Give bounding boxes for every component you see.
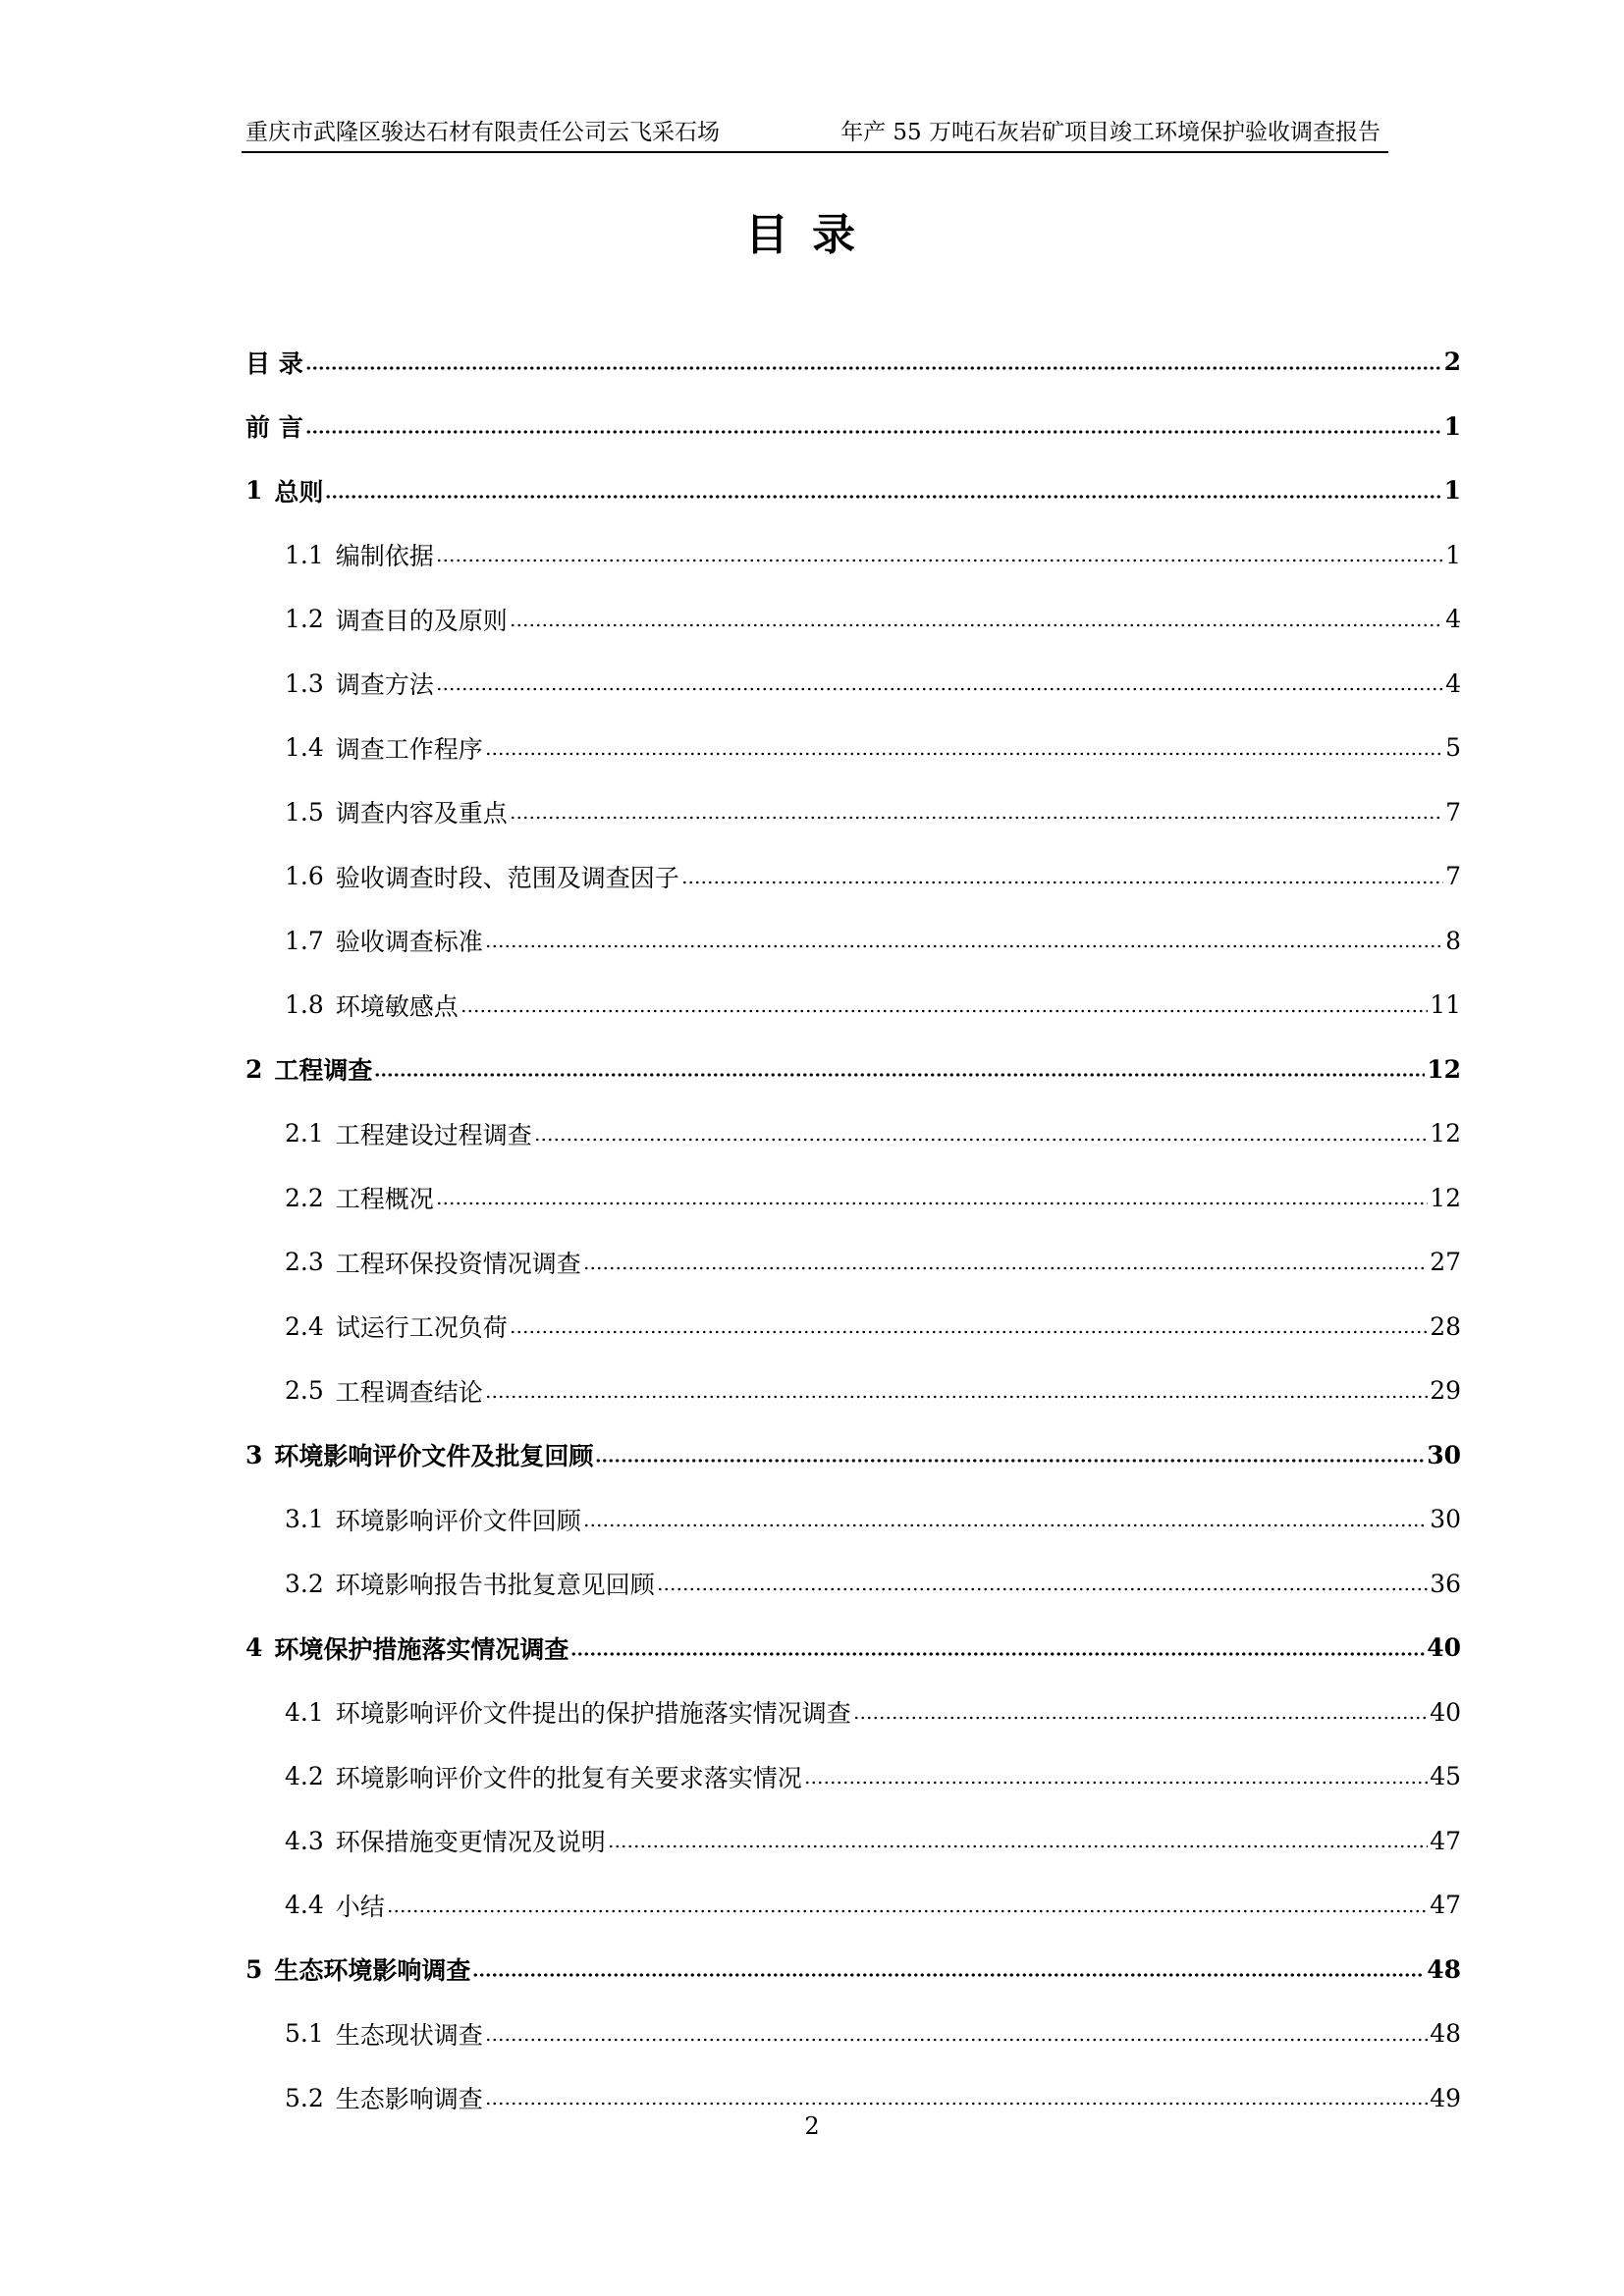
toc-entry[interactable] bbox=[245, 1359, 1461, 1423]
toc-entry[interactable] bbox=[245, 330, 1461, 395]
toc-entry-number: 1.2 bbox=[285, 605, 324, 634]
toc-dot-leader bbox=[460, 1009, 1428, 1013]
toc-entry-number: 4.1 bbox=[285, 1697, 324, 1727]
toc-entry[interactable] bbox=[245, 395, 1461, 459]
toc-dot-leader bbox=[485, 944, 1443, 948]
toc-entry[interactable] bbox=[245, 2002, 1461, 2066]
toc-entry-page: 48 bbox=[1430, 2019, 1461, 2049]
toc-dot-leader bbox=[436, 687, 1443, 691]
toc-entry-page: 47 bbox=[1430, 1826, 1461, 1855]
page-title: 目录 bbox=[745, 210, 879, 260]
toc-entry-number: 5.1 bbox=[285, 2019, 324, 2049]
toc-entry-title: 生态环境影响调查 bbox=[274, 1956, 471, 1986]
toc-entry-page: 12 bbox=[1430, 1183, 1461, 1212]
toc-entry-title: 生态影响调查 bbox=[335, 2085, 483, 2114]
toc-entry-title: 调查目的及原则 bbox=[335, 606, 508, 635]
running-header bbox=[242, 110, 1388, 153]
toc-entry-title: 调查内容及重点 bbox=[335, 799, 508, 828]
toc-dot-leader bbox=[472, 1973, 1425, 1977]
toc-entry-page: 8 bbox=[1445, 926, 1461, 955]
toc-entry-page: 7 bbox=[1445, 862, 1461, 891]
toc-entry-number: 4 bbox=[245, 1633, 263, 1663]
toc-entry-page: 12 bbox=[1430, 1119, 1461, 1148]
toc-entry-number: 2.3 bbox=[285, 1248, 324, 1277]
toc-entry-title: 目 录 bbox=[245, 348, 303, 378]
toc-entry-number: 3.2 bbox=[285, 1569, 324, 1598]
toc-dot-leader bbox=[325, 495, 1441, 499]
toc-entry-title: 验收调查标准 bbox=[335, 928, 483, 957]
toc-entry-title: 环境影响评价文件及批复回顾 bbox=[274, 1442, 594, 1471]
toc-entry-title: 试运行工况负荷 bbox=[335, 1313, 508, 1343]
toc-entry[interactable] bbox=[245, 652, 1461, 717]
toc-entry-number: 5 bbox=[245, 1954, 263, 1984]
toc-entry[interactable] bbox=[245, 1744, 1461, 1809]
toc-dot-leader bbox=[853, 1716, 1428, 1720]
toc-entry-number: 4.3 bbox=[285, 1826, 324, 1855]
toc-entry-title: 工程调查 bbox=[274, 1056, 373, 1086]
toc-entry-page: 47 bbox=[1430, 1891, 1461, 1920]
toc-entry-title: 生态现状调查 bbox=[335, 2020, 483, 2050]
toc-entry-title: 验收调查时段、范围及调查因子 bbox=[335, 863, 679, 892]
toc-entry-page: 30 bbox=[1430, 1505, 1461, 1534]
toc-entry-number: 4.2 bbox=[285, 1762, 324, 1791]
toc-dot-leader bbox=[583, 1266, 1428, 1270]
toc-entry-title: 调查方法 bbox=[335, 670, 434, 700]
toc-entry-title: 小结 bbox=[335, 1892, 385, 1921]
toc-entry-title: 总则 bbox=[274, 477, 324, 507]
toc-dot-leader bbox=[436, 559, 1443, 562]
toc-entry-title: 工程环保投资情况调查 bbox=[335, 1249, 581, 1278]
toc-entry-number: 4.4 bbox=[285, 1891, 324, 1920]
toc-entry-number: 1.8 bbox=[285, 990, 324, 1020]
toc-entry[interactable] bbox=[245, 1487, 1461, 1552]
toc-entry-title: 环境影响报告书批复意见回顾 bbox=[335, 1571, 655, 1600]
toc-entry-title: 环境影响评价文件的批复有关要求落实情况 bbox=[335, 1763, 802, 1792]
toc-entry[interactable] bbox=[245, 1230, 1461, 1295]
toc-dot-leader bbox=[374, 1073, 1425, 1077]
toc-entry-number: 2.1 bbox=[285, 1119, 324, 1148]
toc-entry[interactable] bbox=[245, 1295, 1461, 1360]
header-right-text: 年产 55 万吨石灰岩矿项目竣工环境保护验收调查报告 bbox=[840, 120, 1380, 145]
page-number: 2 bbox=[804, 2112, 820, 2140]
toc-entry-title: 环境影响评价文件提出的保护措施落实情况调查 bbox=[335, 1699, 851, 1729]
toc-entry-number: 2.4 bbox=[285, 1311, 324, 1341]
toc-entry-page: 5 bbox=[1445, 733, 1461, 763]
toc-dot-leader bbox=[305, 366, 1442, 370]
header-left-text: 重庆市武隆区骏达石材有限责任公司云飞采石场 bbox=[245, 120, 720, 145]
toc-entry[interactable] bbox=[245, 844, 1461, 909]
toc-entry[interactable] bbox=[245, 1166, 1461, 1231]
toc-dot-leader bbox=[387, 1909, 1428, 1913]
toc-dot-leader bbox=[595, 1459, 1425, 1463]
toc-entry-page: 12 bbox=[1427, 1054, 1461, 1084]
toc-dot-leader bbox=[608, 1844, 1428, 1848]
toc-dot-leader bbox=[804, 1781, 1428, 1785]
toc-entry[interactable] bbox=[245, 1552, 1461, 1617]
toc-dot-leader bbox=[485, 1395, 1428, 1399]
toc-entry-page: 27 bbox=[1430, 1248, 1461, 1277]
toc-entry[interactable] bbox=[245, 1038, 1461, 1102]
toc-dot-leader bbox=[510, 623, 1443, 627]
toc-entry[interactable] bbox=[245, 458, 1461, 523]
toc-dot-leader bbox=[510, 816, 1443, 820]
toc-entry-number: 1.7 bbox=[285, 926, 324, 955]
toc-dot-leader bbox=[485, 752, 1443, 756]
toc-entry-page: 1 bbox=[1443, 476, 1461, 506]
toc-entry[interactable] bbox=[245, 1681, 1461, 1745]
toc-entry-title: 环境影响评价文件回顾 bbox=[335, 1506, 581, 1535]
toc-entry[interactable] bbox=[245, 1938, 1461, 2002]
toc-entry-page: 1 bbox=[1443, 411, 1461, 441]
toc-dot-leader bbox=[657, 1587, 1428, 1591]
toc-entry-number: 2.2 bbox=[285, 1183, 324, 1212]
toc-entry-number: 5.2 bbox=[285, 2083, 324, 2112]
toc-dot-leader bbox=[305, 430, 1442, 434]
toc-entry-page: 29 bbox=[1430, 1376, 1461, 1406]
toc-entry-title: 工程概况 bbox=[335, 1185, 434, 1214]
toc-entry[interactable] bbox=[245, 1423, 1461, 1488]
toc-entry[interactable] bbox=[245, 1616, 1461, 1681]
toc-entry-page: 40 bbox=[1430, 1697, 1461, 1727]
toc-entry-title: 编制依据 bbox=[335, 542, 434, 571]
toc-entry[interactable] bbox=[245, 973, 1461, 1038]
toc-entry[interactable] bbox=[245, 587, 1461, 652]
toc-entry-number: 1.6 bbox=[285, 862, 324, 891]
toc-entry-number: 3 bbox=[245, 1440, 263, 1469]
toc-dot-leader bbox=[681, 881, 1443, 884]
toc-entry-title: 调查工作程序 bbox=[335, 734, 483, 764]
toc-entry-title: 前 言 bbox=[245, 413, 303, 443]
toc-entry[interactable] bbox=[245, 716, 1461, 780]
toc-entry-title: 工程调查结论 bbox=[335, 1377, 483, 1407]
toc-entry-title: 环境敏感点 bbox=[335, 991, 459, 1021]
toc-entry-title: 环境保护措施落实情况调查 bbox=[274, 1634, 569, 1664]
toc-entry[interactable] bbox=[245, 523, 1461, 588]
toc-entry-page: 7 bbox=[1445, 797, 1461, 827]
toc-entry-page: 11 bbox=[1430, 990, 1461, 1020]
toc-dot-leader bbox=[485, 2038, 1428, 2042]
toc-entry[interactable] bbox=[245, 1101, 1461, 1166]
toc-entry-number: 1 bbox=[245, 476, 263, 506]
toc-entry[interactable] bbox=[245, 909, 1461, 974]
toc-entry-number: 1.3 bbox=[285, 668, 324, 698]
toc-dot-leader bbox=[436, 1201, 1428, 1205]
toc-entry-number: 2 bbox=[245, 1054, 263, 1084]
toc-dot-leader bbox=[570, 1652, 1425, 1656]
toc-entry-page: 4 bbox=[1445, 668, 1461, 698]
toc-entry-page: 1 bbox=[1445, 540, 1461, 569]
toc-entry-number: 3.1 bbox=[285, 1505, 324, 1534]
toc-entry[interactable] bbox=[245, 1873, 1461, 1938]
toc-dot-leader bbox=[534, 1138, 1428, 1142]
table-of-contents bbox=[245, 330, 1461, 2130]
toc-entry-page: 49 bbox=[1430, 2083, 1461, 2112]
toc-entry-number: 1.5 bbox=[285, 797, 324, 827]
toc-entry-page: 28 bbox=[1430, 1311, 1461, 1341]
toc-entry-page: 30 bbox=[1427, 1440, 1461, 1469]
toc-entry-page: 2 bbox=[1443, 347, 1461, 377]
toc-entry[interactable] bbox=[245, 780, 1461, 845]
toc-entry-number: 1.1 bbox=[285, 540, 324, 569]
toc-entry-number: 2.5 bbox=[285, 1376, 324, 1406]
toc-entry-page: 40 bbox=[1427, 1633, 1461, 1663]
toc-entry-page: 48 bbox=[1427, 1954, 1461, 1984]
toc-entry-page: 4 bbox=[1445, 605, 1461, 634]
toc-entry-title: 工程建设过程调查 bbox=[335, 1120, 532, 1149]
toc-entry-title: 环保措施变更情况及说明 bbox=[335, 1828, 606, 1857]
toc-dot-leader bbox=[485, 2102, 1428, 2106]
toc-dot-leader bbox=[583, 1523, 1428, 1527]
toc-dot-leader bbox=[510, 1330, 1428, 1334]
toc-entry-page: 45 bbox=[1430, 1762, 1461, 1791]
toc-entry-number: 1.4 bbox=[285, 733, 324, 763]
toc-entry-page: 36 bbox=[1430, 1569, 1461, 1598]
toc-entry[interactable] bbox=[245, 1809, 1461, 1874]
